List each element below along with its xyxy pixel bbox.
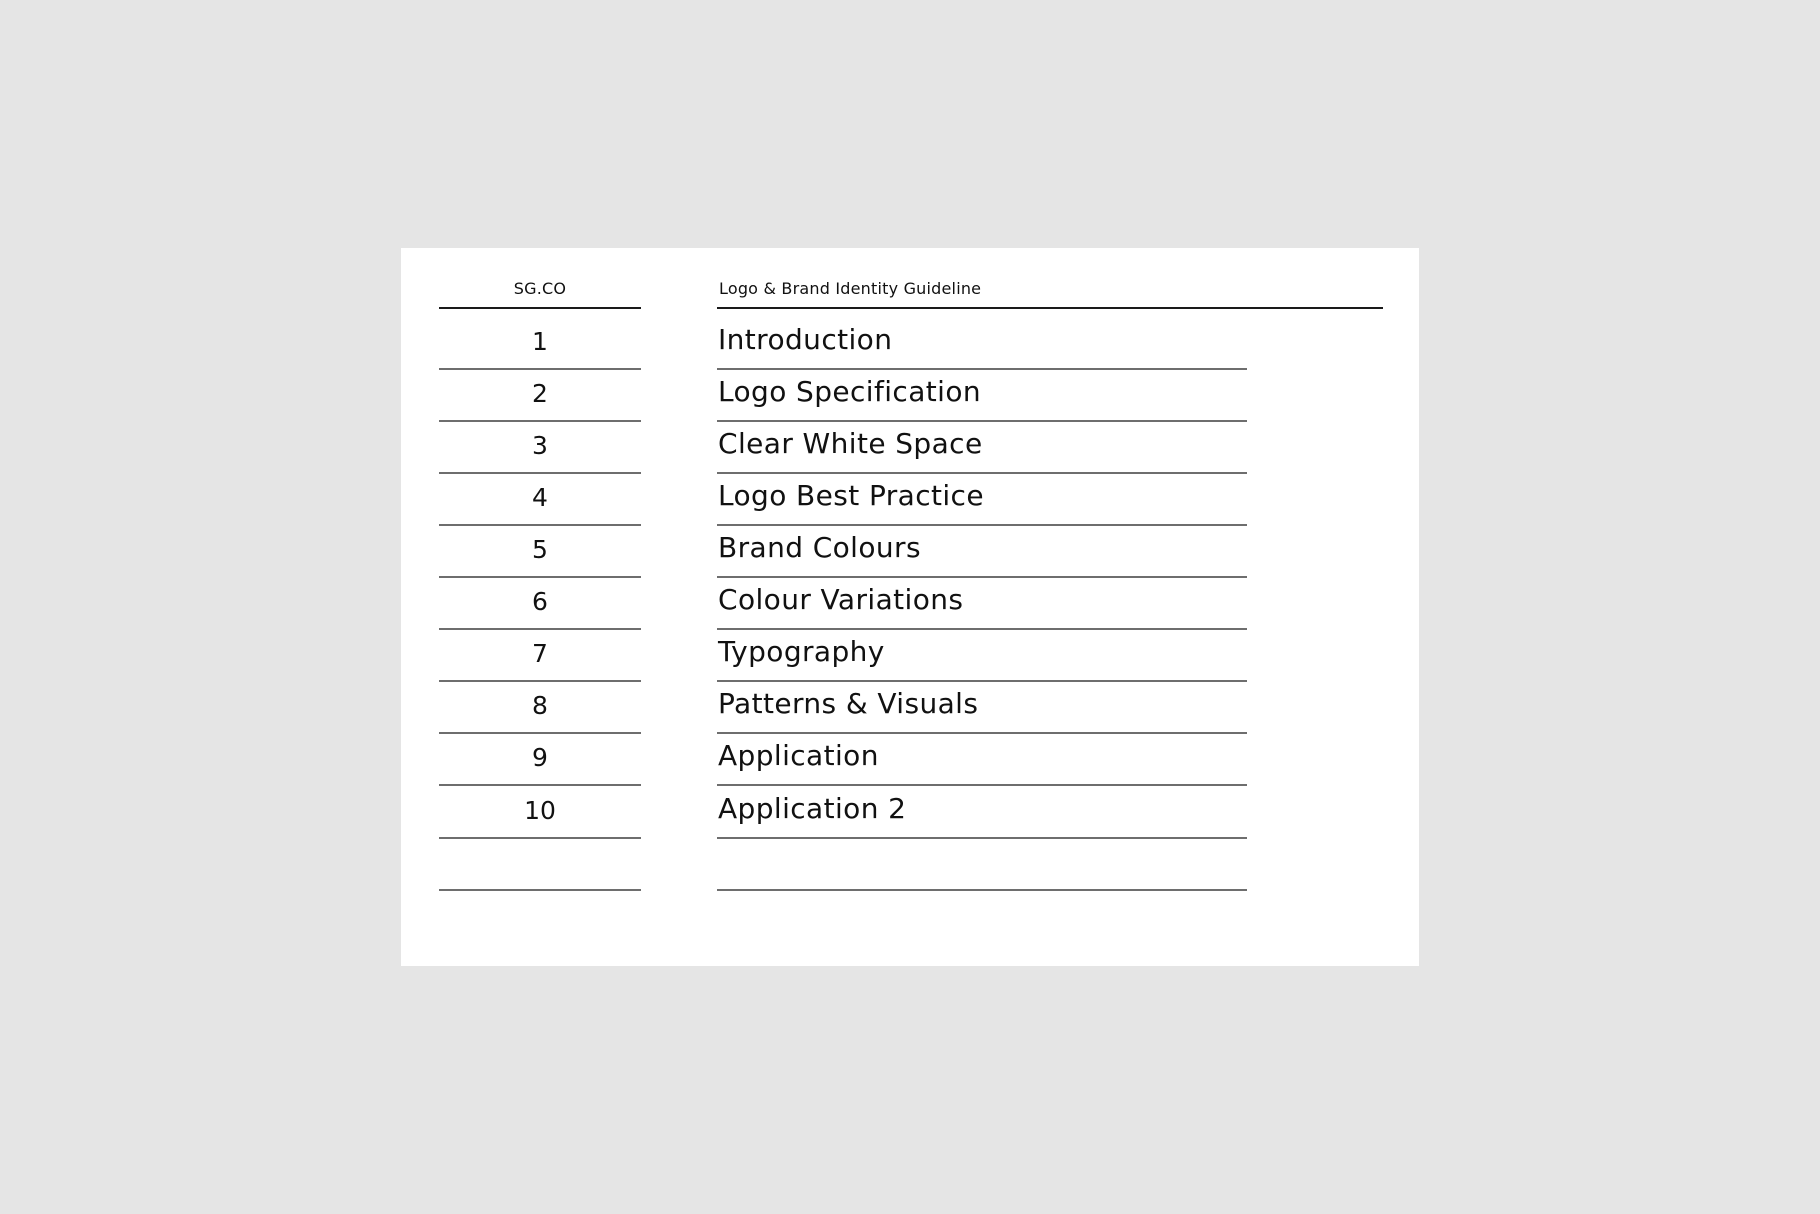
toc-title: Application 2: [718, 792, 907, 825]
number-list: [439, 309, 641, 891]
toc-number: 9: [532, 743, 548, 772]
toc-number-row: [439, 682, 641, 734]
toc-number: 5: [532, 535, 548, 564]
toc-number-row: [439, 734, 641, 786]
toc-number-row: [439, 370, 641, 422]
toc-number: 8: [532, 691, 548, 720]
toc-title-row: [717, 839, 1247, 891]
toc-title: Clear White Space: [718, 427, 983, 460]
contents-page: [401, 248, 1419, 966]
toc-title: Brand Colours: [718, 531, 921, 564]
toc-number: 3: [532, 431, 548, 460]
subtitle-label: Logo & Brand Identity Guideline: [719, 279, 982, 298]
toc-number: 6: [532, 587, 548, 616]
title-list: [717, 309, 1247, 891]
toc-number-row: [439, 309, 641, 370]
toc-number-row: [439, 526, 641, 578]
toc-number: 1: [532, 327, 548, 356]
toc-title-row: [717, 630, 1247, 682]
toc-title-row: [717, 526, 1247, 578]
toc-title-row: [717, 474, 1247, 526]
number-column: [439, 248, 641, 891]
toc-title: Introduction: [718, 323, 893, 356]
toc-title-row: [717, 422, 1247, 474]
toc-number-row: [439, 786, 641, 839]
toc-number-row: [439, 630, 641, 682]
toc-title-row: [717, 682, 1247, 734]
toc-number: 10: [524, 796, 556, 825]
subtitle-header: [717, 248, 1383, 309]
toc-title: Application: [718, 739, 879, 772]
toc-title-row: [717, 370, 1247, 422]
toc-title: Typography: [718, 635, 885, 668]
toc-number-row: [439, 422, 641, 474]
toc-title: Logo Best Practice: [718, 479, 984, 512]
toc-number: 2: [532, 379, 548, 408]
toc-number-row: [439, 474, 641, 526]
toc-title-row: [717, 734, 1247, 786]
toc-title: Patterns & Visuals: [718, 687, 979, 720]
toc-title-row: [717, 309, 1247, 370]
toc-title-row: [717, 578, 1247, 630]
title-column: [717, 248, 1383, 891]
toc-number-row: [439, 839, 641, 891]
toc-number-row: [439, 578, 641, 630]
toc-number: 7: [532, 639, 548, 668]
toc-number: 4: [532, 483, 548, 512]
toc-title-row: [717, 786, 1247, 839]
brand-header: [439, 248, 641, 309]
brand-label: SG.CO: [513, 279, 567, 298]
toc-title: Colour Variations: [718, 583, 964, 616]
toc-title: Logo Specification: [718, 375, 982, 408]
